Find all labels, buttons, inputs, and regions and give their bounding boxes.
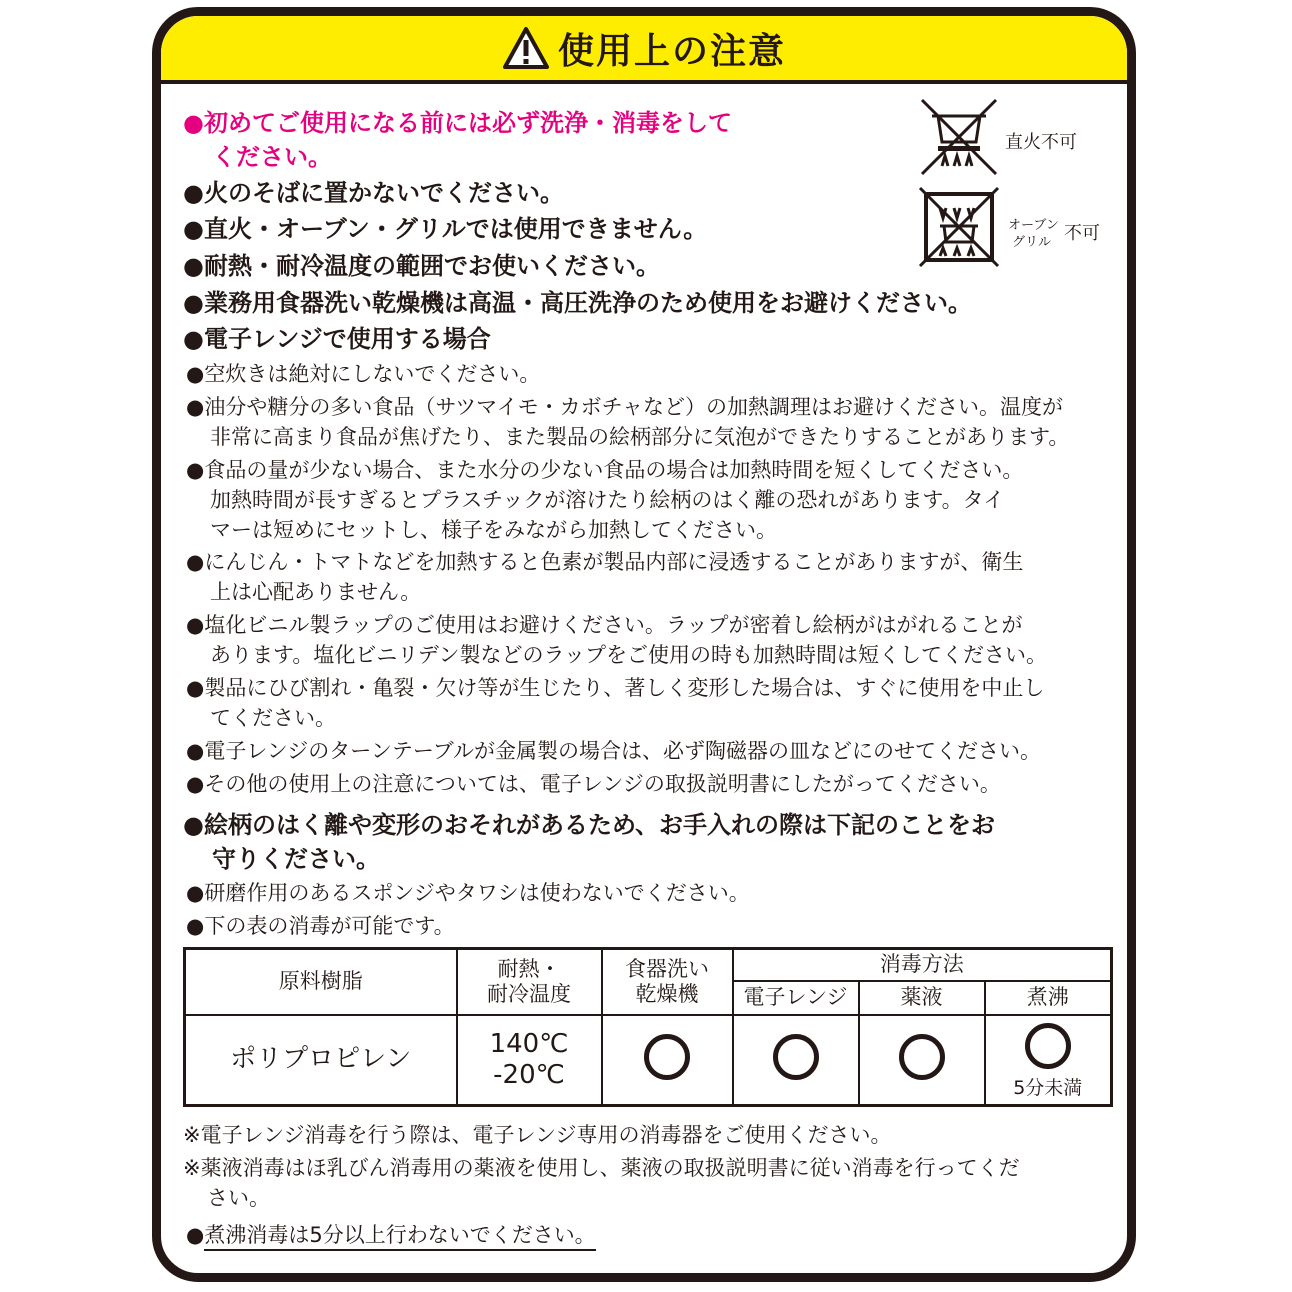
- note-2-cont: 非常に高まり食品が焦げたり、また製品の絵柄部分に気泡ができたりすることがあります。: [210, 425, 1070, 449]
- note-2: ●油分や糖分の多い食品（サツマイモ・カボチャなど）の加熱調理はお避けください。温度が: [186, 395, 1064, 419]
- ok-circle-icon: [1025, 1023, 1071, 1069]
- footnote-2: ※薬液消毒はほ乳びん消毒用の薬液を使用し、薬液の取扱説明書に従い消毒を行ってくだ: [183, 1156, 1020, 1180]
- bold-item-5: ●業務用食器洗い乾燥機は高温・高圧洗浄のため使用をお避けください。: [183, 289, 972, 317]
- bold-item-3: ●直火・オーブン・グリルでは使用できません。: [183, 215, 708, 243]
- note-8: ●その他の使用上の注意については、電子レンジの取扱説明書にしたがってください。: [186, 772, 1001, 796]
- disinfection-table: [183, 947, 1113, 1107]
- no-open-flame-label: 直火不可: [1005, 132, 1077, 153]
- bold-item-2: ●火のそばに置かないでください。: [183, 179, 564, 207]
- ok-circle-icon: [644, 1034, 690, 1080]
- bold-item-1: ●初めてご使用になる前には必ず洗浄・消毒をして: [183, 109, 732, 137]
- header-disinfection: 消毒方法: [733, 949, 1112, 981]
- header-chemical: 薬液: [859, 981, 985, 1015]
- bold-item-1-cont: ください。: [212, 143, 332, 171]
- final-note: ●煮沸消毒は5分以上行わないでください。: [186, 1219, 596, 1249]
- cell-temperature: 140℃ -20℃: [457, 1015, 602, 1106]
- warning-triangle-icon: [502, 26, 550, 70]
- note-5: ●塩化ビニル製ラップのご使用はお避けください。ラップが密着し絵柄がはがれることが: [186, 613, 1023, 637]
- no-oven-label-top: オーブン: [1008, 218, 1059, 233]
- cell-material: ポリプロピレン: [185, 1015, 457, 1106]
- page-title: 使用上の注意: [557, 30, 786, 72]
- ok-circle-icon: [773, 1034, 819, 1080]
- header-boiling: 煮沸: [985, 981, 1112, 1015]
- header-microwave: 電子レンジ: [733, 981, 859, 1015]
- bold-item-4: ●耐熱・耐冷温度の範囲でお使いください。: [183, 252, 660, 280]
- footnote-2-cont: さい。: [207, 1186, 270, 1210]
- note-3: ●食品の量が少ない場合、また水分の少ない食品の場合は加熱時間を短くしてください。: [186, 458, 1024, 482]
- care-heading-cont: 守りください。: [212, 845, 380, 873]
- note-1: ●空炊きは絶対にしないでください。: [186, 362, 541, 386]
- note-6: ●製品にひび割れ・亀裂・欠け等が生じたり、著しく変形した場合は、すぐに使用を中止し: [186, 676, 1045, 700]
- header-material: 原料樹脂: [185, 949, 457, 1015]
- note-7: ●電子レンジのターンテーブルが金属製の場合は、必ず陶磁器の皿などにのせてください。: [186, 739, 1041, 763]
- cell-boiling: 5分未満: [985, 1015, 1112, 1106]
- no-open-flame-icon: [918, 96, 1000, 178]
- footnote-1: ※電子レンジ消毒を行う際は、電子レンジ専用の消毒器をご使用ください。: [183, 1123, 892, 1147]
- cell-chemical: [859, 1015, 985, 1106]
- cell-microwave: [733, 1015, 859, 1106]
- note-3-cont: 加熱時間が長すぎるとプラスチックが溶けたり絵柄のはく離の恐れがあります。タイ: [210, 488, 1005, 512]
- no-oven-label-bottom: グリル: [1012, 235, 1052, 250]
- care-note-1: ●研磨作用のあるスポンジやタワシは使わないでください。: [186, 881, 750, 905]
- no-oven-label-suffix: 不可: [1064, 223, 1100, 244]
- care-heading: ●絵柄のはく離や変形のおそれがあるため、お手入れの際は下記のことをお: [183, 811, 995, 839]
- note-4: ●にんじん・トマトなどを加熱すると色素が製品内部に浸透することがありますが、衛生: [186, 550, 1024, 574]
- ok-circle-icon: [899, 1034, 945, 1080]
- header-dishwasher: 食器洗い 乾燥機: [602, 949, 733, 1015]
- no-oven-grill-icon: [918, 186, 1000, 268]
- note-3-cont2: マーは短めにセットし、様子をみながら加熱してください。: [210, 518, 777, 542]
- note-5-cont: あります。塩化ビニリデン製などのラップをご使用の時も加熱時間は短くしてください。: [210, 643, 1048, 667]
- caution-header: [161, 16, 1127, 84]
- bold-item-6: ●電子レンジで使用する場合: [183, 325, 491, 353]
- header-temperature: 耐熱・ 耐冷温度: [457, 949, 602, 1015]
- cell-dishwasher: [602, 1015, 733, 1106]
- care-note-2: ●下の表の消毒が可能です。: [186, 914, 455, 938]
- note-4-cont: 上は心配ありません。: [210, 580, 422, 604]
- note-6-cont: てください。: [210, 706, 336, 730]
